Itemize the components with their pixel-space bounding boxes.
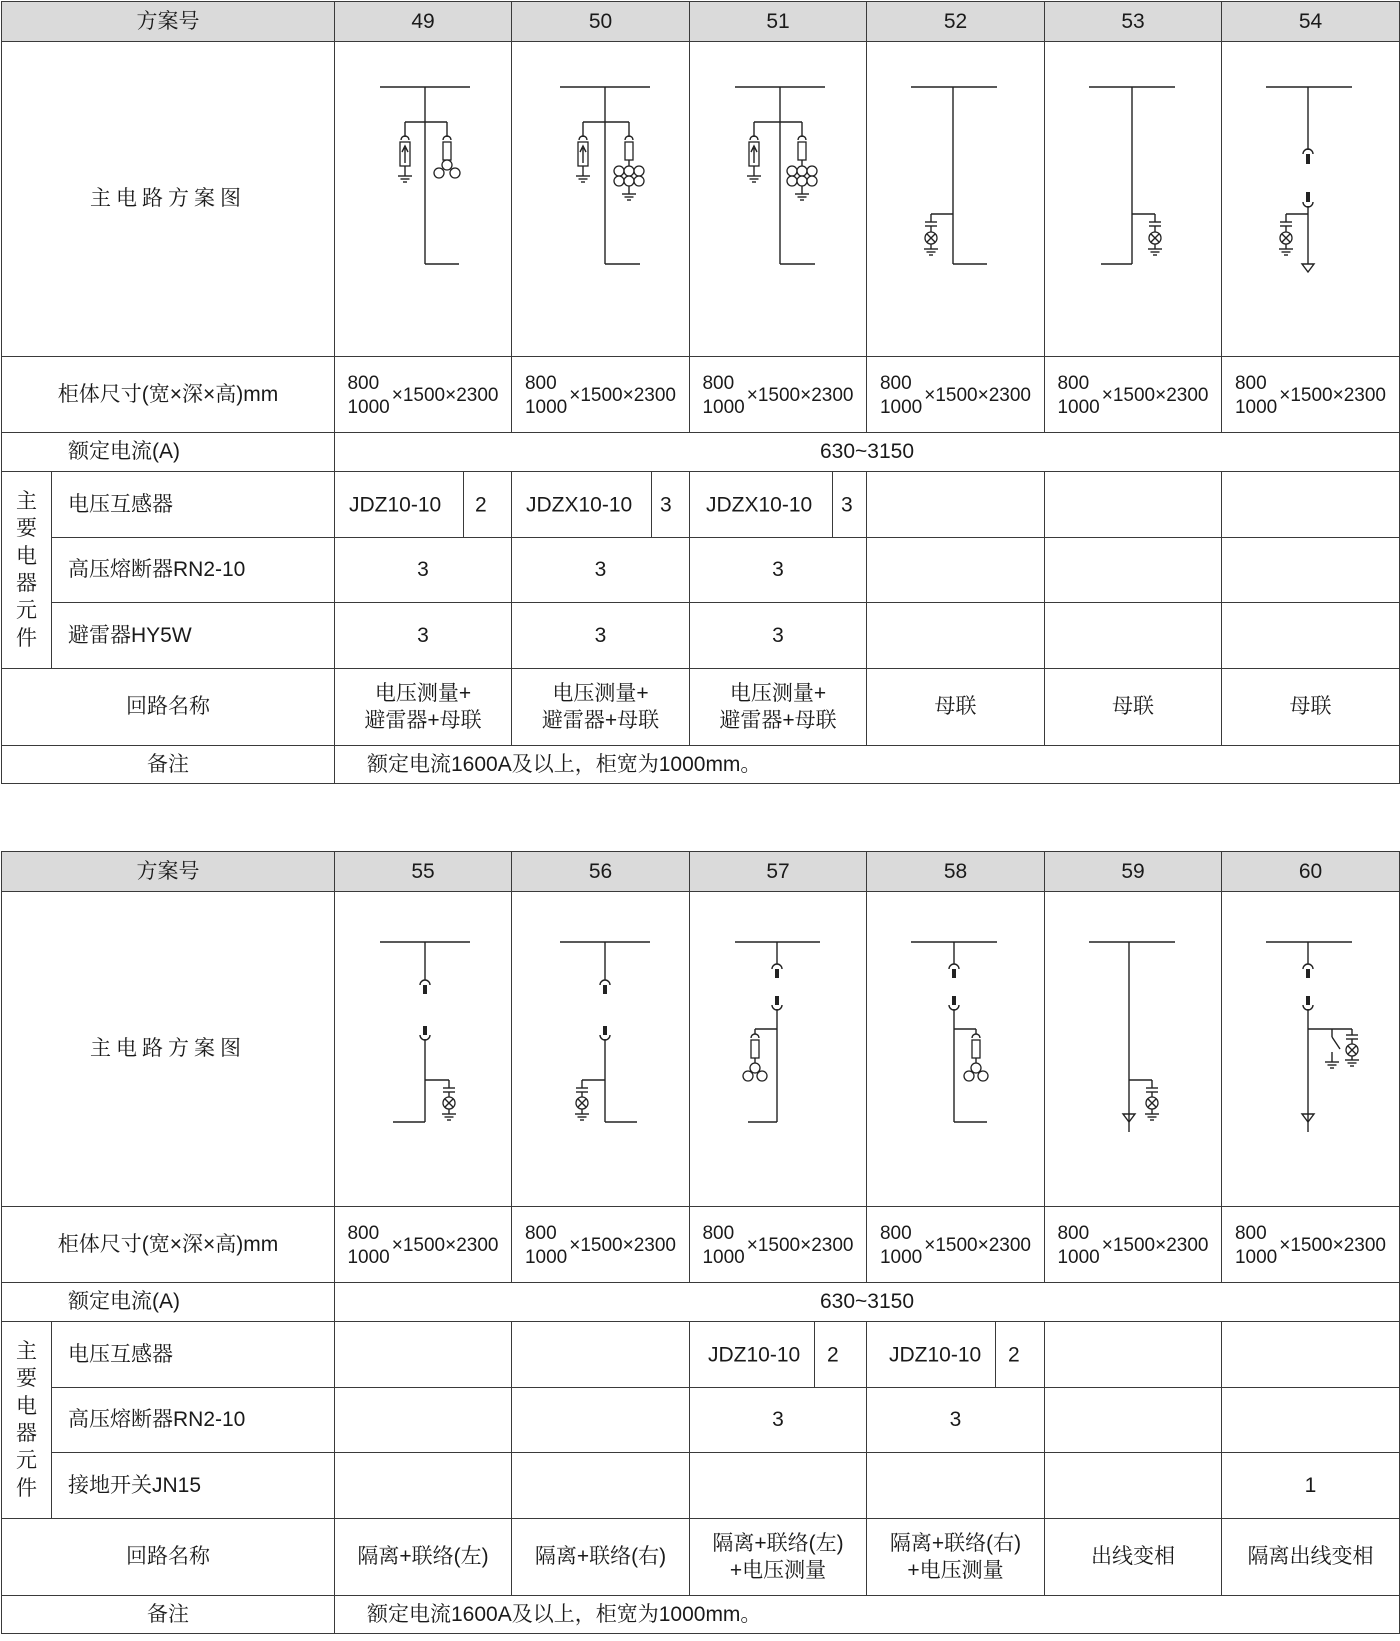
size-label: 柜体尺寸(宽×深×高)mm [2,1207,335,1283]
vt-cell [1222,472,1400,538]
rated-current-row [2,1283,1400,1322]
scheme-number: 59 [1045,852,1222,892]
scheme-number-row [2,2,1400,42]
fuse-qty [335,1388,512,1453]
fuse-qty [1222,1388,1400,1453]
circuit-name-label: 回路名称 [2,669,335,746]
scheme-number: 50 [512,2,690,42]
rated-current-value: 630~3150 [335,433,1400,472]
scheme-number: 55 [335,852,512,892]
circuit-diagram [335,42,512,357]
size-value: 800 1000 ×1500×2300 [335,1207,512,1283]
circuit-name: 电压测量+ 避雷器+母联 [512,669,690,746]
scheme-table-1 [1,1,1400,784]
fuse-qty: 3 [690,538,867,603]
size-row [2,1207,1400,1283]
circuit-name: 电压测量+ 避雷器+母联 [335,669,512,746]
circuit-diagram [512,892,690,1207]
circuit-name: 出线变相 [1045,1519,1222,1596]
scheme-number: 53 [1045,2,1222,42]
vt-cell: JDZX10-10 3 [690,472,867,538]
vt-row [2,472,1400,538]
vt-cell [1045,472,1222,538]
circuit-name: 隔离+联络(右) [512,1519,690,1596]
circuit-name: 隔离出线变相 [1222,1519,1400,1596]
diagram-row [2,42,1400,357]
size-value: 800 1000 ×1500×2300 [512,357,690,433]
remarks-row [2,1596,1400,1634]
scheme-number: 49 [335,2,512,42]
size-value: 800 1000 ×1500×2300 [690,1207,867,1283]
vt-cell: JDZ10-10 2 [690,1322,867,1388]
vt-label: 电压互感器 [52,1322,335,1388]
vt-cell [1222,1322,1400,1388]
remarks-text: 额定电流1600A及以上，柜宽为1000mm。 [335,1596,1400,1634]
arrester-qty: 3 [512,603,690,669]
circuit-name: 母联 [1222,669,1400,746]
size-value: 800 1000 ×1500×2300 [690,357,867,433]
circuit-name-row [2,669,1400,746]
fuse-qty: 3 [512,538,690,603]
circuit-name: 母联 [867,669,1045,746]
rated-current-value: 630~3150 [335,1283,1400,1322]
arrester-qty [1045,603,1222,669]
scheme-number: 60 [1222,852,1400,892]
circuit-name-label: 回路名称 [2,1519,335,1596]
size-value: 800 1000 ×1500×2300 [1222,357,1400,433]
fuse-qty: 3 [690,1388,867,1453]
circuit-name-row [2,1519,1400,1596]
rated-current-label: 额定电流(A) [2,1283,335,1322]
fuse-label: 高压熔断器RN2-10 [52,1388,335,1453]
circuit-diagram [1045,42,1222,357]
scheme-number: 54 [1222,2,1400,42]
earth-switch-qty [690,1453,867,1519]
circuit-diagram [512,42,690,357]
fuse-qty [1045,1388,1222,1453]
earth-switch-qty: 1 [1222,1453,1400,1519]
components-group-label: 主 要 电 器 元 件 [2,472,52,669]
rated-current-row [2,433,1400,472]
size-value: 800 1000 ×1500×2300 [867,357,1045,433]
scheme-number: 52 [867,2,1045,42]
arrester-label: 避雷器HY5W [52,603,335,669]
fuse-qty: 3 [335,538,512,603]
circuit-name: 隔离+联络(左) [335,1519,512,1596]
circuit-diagram [690,892,867,1207]
scheme-number: 57 [690,852,867,892]
circuit-diagram [335,892,512,1207]
vt-cell [1045,1322,1222,1388]
scheme-number: 56 [512,852,690,892]
arrester-qty: 3 [335,603,512,669]
size-row [2,357,1400,433]
rated-current-label: 额定电流(A) [2,433,335,472]
earth-switch-qty [335,1453,512,1519]
scheme-number: 51 [690,2,867,42]
components-group-label: 主 要 电 器 元 件 [2,1322,52,1519]
earth-switch-label: 接地开关JN15 [52,1453,335,1519]
earth-switch-row [2,1453,1400,1519]
scheme-table-2 [1,851,1400,1634]
fuse-row [2,538,1400,603]
circuit-name: 母联 [1045,669,1222,746]
diagram-label: 主电路方案图 [2,892,335,1207]
vt-cell: JDZX10-10 3 [512,472,690,538]
size-value: 800 1000 ×1500×2300 [1045,1207,1222,1283]
size-value: 800 1000 ×1500×2300 [335,357,512,433]
remarks-label: 备注 [2,746,335,784]
fuse-qty: 3 [867,1388,1045,1453]
diagram-label: 主电路方案图 [2,42,335,357]
scheme-number: 58 [867,852,1045,892]
size-label: 柜体尺寸(宽×深×高)mm [2,357,335,433]
vt-label: 电压互感器 [52,472,335,538]
arrester-qty: 3 [690,603,867,669]
fuse-label: 高压熔断器RN2-10 [52,538,335,603]
circuit-diagram [1222,892,1400,1207]
earth-switch-qty [1045,1453,1222,1519]
circuit-name: 隔离+联络(左) +电压测量 [690,1519,867,1596]
size-value: 800 1000 ×1500×2300 [512,1207,690,1283]
scheme-number-label: 方案号 [2,852,335,892]
scheme-number-label: 方案号 [2,2,335,42]
size-value: 800 1000 ×1500×2300 [867,1207,1045,1283]
circuit-name: 电压测量+ 避雷器+母联 [690,669,867,746]
remarks-row [2,746,1400,784]
vt-cell: JDZ10-10 2 [867,1322,1045,1388]
arrester-row [2,603,1400,669]
fuse-qty [512,1388,690,1453]
remarks-label: 备注 [2,1596,335,1634]
vt-cell [512,1322,690,1388]
earth-switch-qty [512,1453,690,1519]
diagram-row [2,892,1400,1207]
fuse-qty [867,538,1045,603]
arrester-qty [867,603,1045,669]
vt-cell [335,1322,512,1388]
remarks-text: 额定电流1600A及以上，柜宽为1000mm。 [335,746,1400,784]
circuit-diagram [867,892,1045,1207]
circuit-name: 隔离+联络(右) +电压测量 [867,1519,1045,1596]
circuit-diagram [690,42,867,357]
size-value: 800 1000 ×1500×2300 [1222,1207,1400,1283]
circuit-diagram [1045,892,1222,1207]
size-value: 800 1000 ×1500×2300 [1045,357,1222,433]
fuse-row [2,1388,1400,1453]
scheme-number-row [2,852,1400,892]
circuit-diagram [1222,42,1400,357]
circuit-diagram [867,42,1045,357]
earth-switch-qty [867,1453,1045,1519]
vt-cell: JDZ10-10 2 [335,472,512,538]
fuse-qty [1222,538,1400,603]
vt-cell [867,472,1045,538]
arrester-qty [1222,603,1400,669]
vt-row [2,1322,1400,1388]
fuse-qty [1045,538,1222,603]
